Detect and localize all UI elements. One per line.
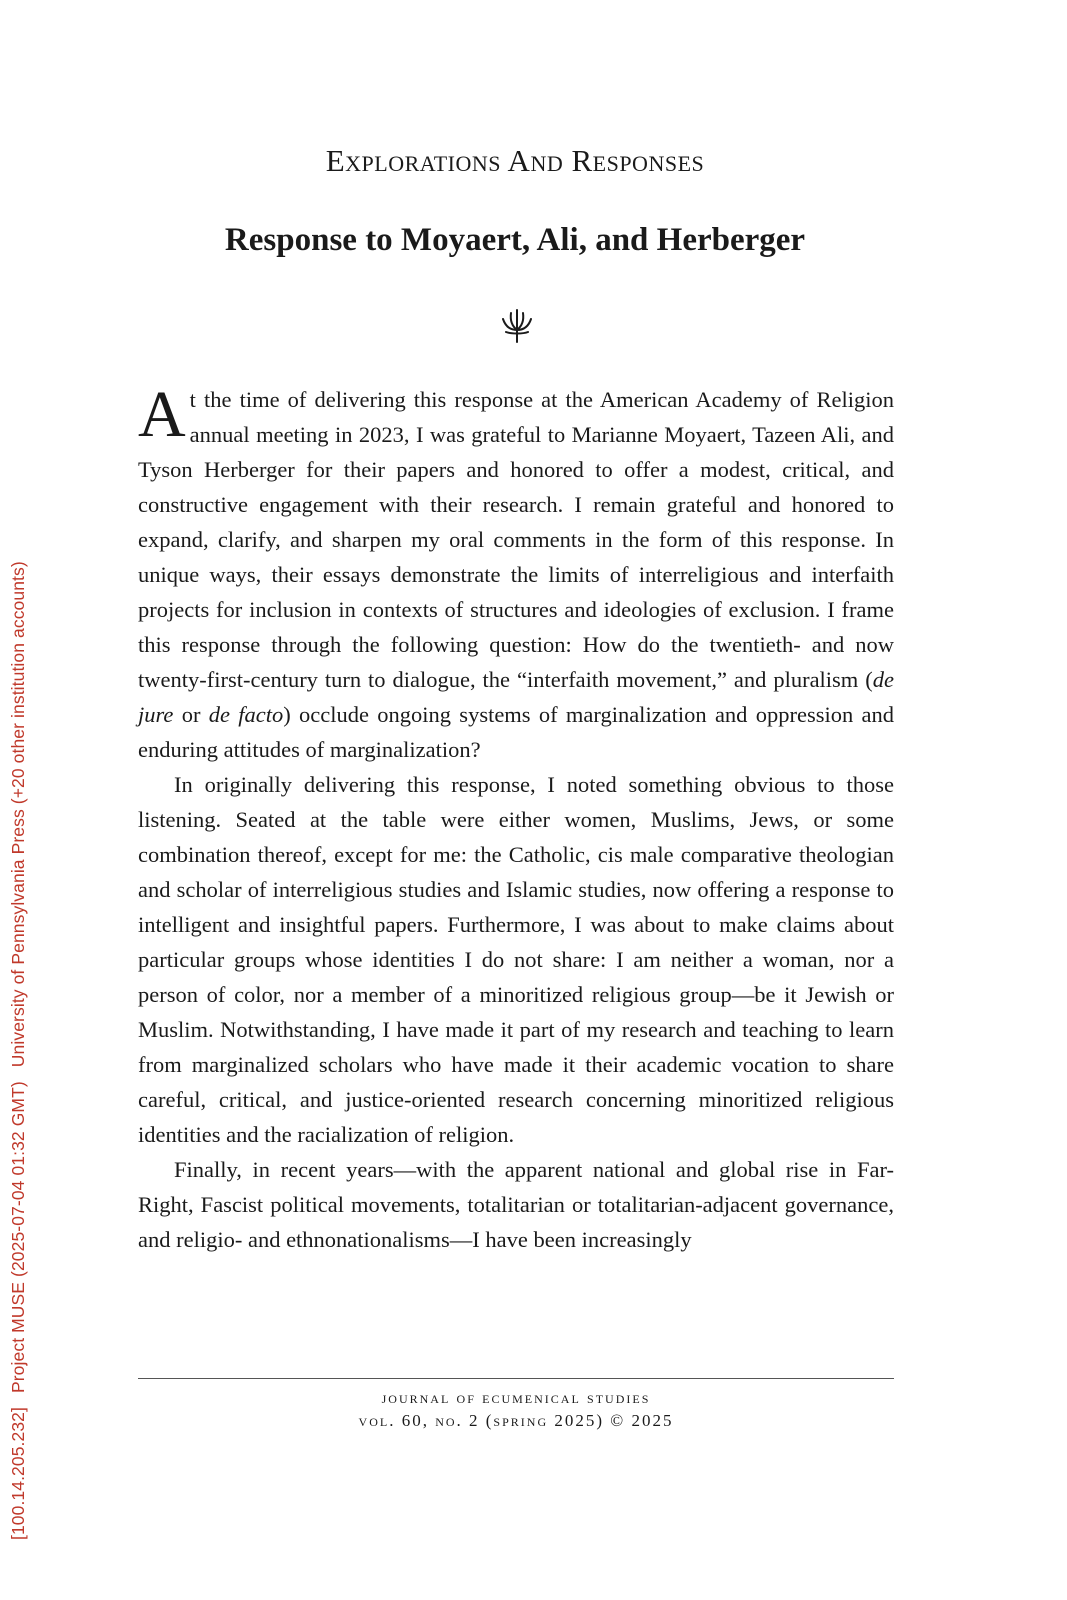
drop-cap: A [138, 378, 186, 451]
journal-name: journal of ecumenical studies [381, 1388, 651, 1407]
paragraph-1: At the time of delivering this response at the American Academy of Religion annual meeting in 2023, I was grateful to Marianne Moyaert, Tazeen Ali, and Tyson Herberger for their papers and honored to offer a modest, critical, and constructive engagement with their research. I remain grateful and honored to expand, clarify, and sharpen my oral comments in the form of this response. In unique ways, their essays demonstrate the limits of interreligious and interfaith projects for inclusion in contexts of structures and ideologies of exclusion. I frame this response through the following question: How do the twentieth- and now twenty-first-century turn to dialogue, the “interfaith movement,” and pluralism (de jure or de facto) occlude ongoing systems of marginalization and oppression and enduring attitudes of marginalization? [138, 378, 894, 762]
leaf-ornament-icon [500, 308, 534, 344]
watermark-ip: [100.14.205.232] [8, 1407, 28, 1540]
paragraph-3: Finally, in recent years—with the apparent national and global rise in Far-Right, Fascist political movements, totalitarian or totalitarian-adjacent governance, and religio- and ethnonationalisms—I have been increasingly [138, 1157, 894, 1252]
article-title: Response to Moyaert, Ali, and Herberger [224, 222, 806, 258]
section-heading: Explorations And Responses [325, 143, 705, 178]
footer-rule [138, 1378, 894, 1379]
watermark-institution: University of Pennsylvania Press (+20 other institution accounts) [8, 561, 28, 1068]
article-body [138, 378, 894, 1257]
access-watermark [8, 440, 29, 1540]
journal-issue: vol. 60, no. 2 (spring 2025) © 2025 [358, 1411, 674, 1430]
paragraph-2: In originally delivering this response, I noted something obvious to those listening. Seated at the table were either women, Muslims, Jews, or some combination thereof, except for me: the Catholic, cis male comparative theologian and scholar of interreligious studies and Islamic studies, now offering a response to intelligent and insightful papers. Furthermore, I was about to make claims about particular groups whose identities I do not share: I am neither a woman, nor a person of color, nor a member of a minoritized religious group—be it Jewish or Muslim. Notwithstanding, I have made it part of my research and teaching to learn from marginalized scholars who have made it their academic vocation to share careful, critical, and justice-oriented research concerning minoritized religious identities and the racialization of religion. [138, 772, 894, 1147]
watermark-source: Project MUSE (2025-07-04 01:32 GMT) [8, 1081, 28, 1394]
